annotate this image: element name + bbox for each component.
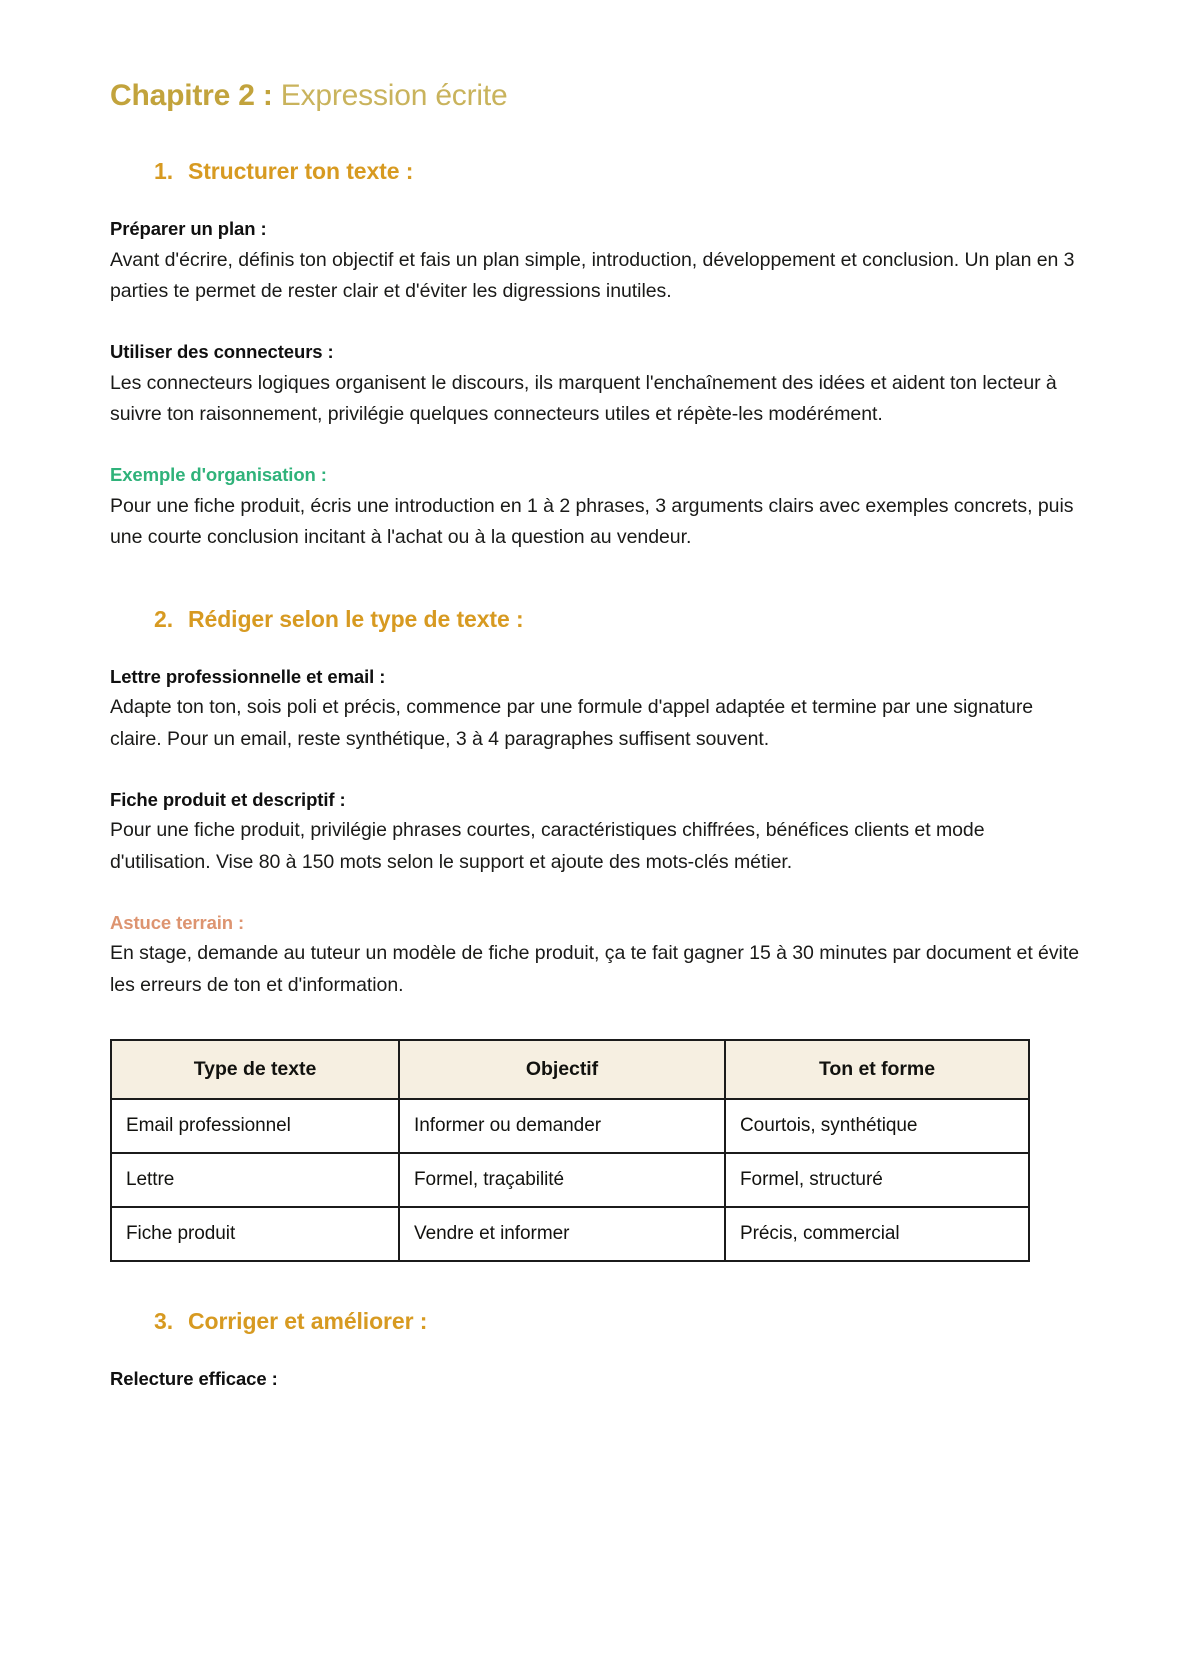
table-cell: Précis, commercial <box>725 1207 1029 1261</box>
content-block <box>110 215 1090 308</box>
section-number-3: 3. <box>154 1308 173 1335</box>
content-block <box>110 338 1090 431</box>
table-header-cell: Type de texte <box>111 1040 399 1099</box>
section-title-3: Corriger et améliorer : <box>188 1308 428 1335</box>
section-heading-2 <box>154 606 1090 633</box>
body-paragraph: En stage, demande au tuteur un modèle de fiche produit, ça te fait gagner 15 à 30 minutes par document et évite les erreurs de ton et d'information. <box>110 942 1079 996</box>
body-paragraph: Les connecteurs logiques organisent le discours, ils marquent l'enchaînement des idées et aident ton lecteur à suivre ton raisonnement, privilégie quelques connecteurs utiles et répète-les modérément. <box>110 371 1057 426</box>
section-number-1: 1. <box>154 158 173 184</box>
sub-heading: Relecture efficace : <box>110 1368 278 1390</box>
table-cell: Fiche produit <box>111 1207 399 1261</box>
body-paragraph: Adapte ton ton, sois poli et précis, commence par une formule d'appel adaptée et termine par une signature claire. Pour un email, reste synthétique, 3 à 4 paragraphes suffisent souvent. <box>110 696 1034 751</box>
sub-heading: Préparer un plan : <box>110 218 267 239</box>
table-cell: Email professionnel <box>111 1099 399 1153</box>
content-block <box>110 786 1090 879</box>
table-cell: Vendre et informer <box>399 1207 725 1261</box>
body-paragraph: Pour une fiche produit, écris une introduction en 1 à 2 phrases, 3 arguments clairs avec exemples concrets, puis une courte conclusion incitant à l'achat ou à la question au vendeur. <box>110 494 1074 549</box>
section-heading-3 <box>154 1308 1090 1335</box>
sub-heading-highlight-green: Exemple d'organisation : <box>110 463 327 485</box>
chapter-name: Expression écrite <box>280 79 508 112</box>
section-heading-1 <box>154 158 1090 185</box>
table-header-row <box>111 1040 1029 1099</box>
section-number-2: 2. <box>154 605 173 632</box>
table-cell: Informer ou demander <box>399 1099 725 1153</box>
table-cell: Formel, structuré <box>725 1153 1029 1207</box>
table-header-cell: Objectif <box>399 1040 725 1099</box>
table-row <box>111 1153 1029 1207</box>
page-title <box>110 78 1090 114</box>
content-block <box>110 461 1090 554</box>
body-paragraph: Pour une fiche produit, privilégie phrases courtes, caractéristiques chiffrées, bénéfices clients et mode d'utilisation. Vise 80 à 150 mots selon le support et ajoute des mots-clés métier. <box>110 819 985 873</box>
table-cell: Lettre <box>111 1153 399 1207</box>
section-title-1: Structurer ton texte : <box>188 158 414 184</box>
body-paragraph: Avant d'écrire, définis ton objectif et fais un plan simple, introduction, développement et conclusion. Un plan en 3 parties te permet de rester clair et d'éviter les digressions inutiles. <box>110 248 1075 303</box>
table-header-cell: Ton et forme <box>725 1040 1029 1099</box>
content-block <box>110 909 1090 1002</box>
table-row <box>111 1099 1029 1153</box>
content-block <box>110 663 1090 756</box>
content-block <box>110 1365 1090 1393</box>
sub-heading: Lettre professionnelle et email : <box>110 665 386 687</box>
sub-heading-highlight-salmon: Astuce terrain : <box>110 911 245 933</box>
table-row <box>111 1207 1029 1261</box>
text-types-table <box>110 1039 1030 1262</box>
table-cell: Courtois, synthétique <box>725 1099 1029 1153</box>
sub-heading: Fiche produit et descriptif : <box>110 788 346 810</box>
table-cell: Formel, traçabilité <box>399 1153 725 1207</box>
section-title-2: Rédiger selon le type de texte : <box>188 605 524 632</box>
chapter-label: Chapitre 2 : <box>110 79 273 112</box>
sub-heading: Utiliser des connecteurs : <box>110 340 334 362</box>
